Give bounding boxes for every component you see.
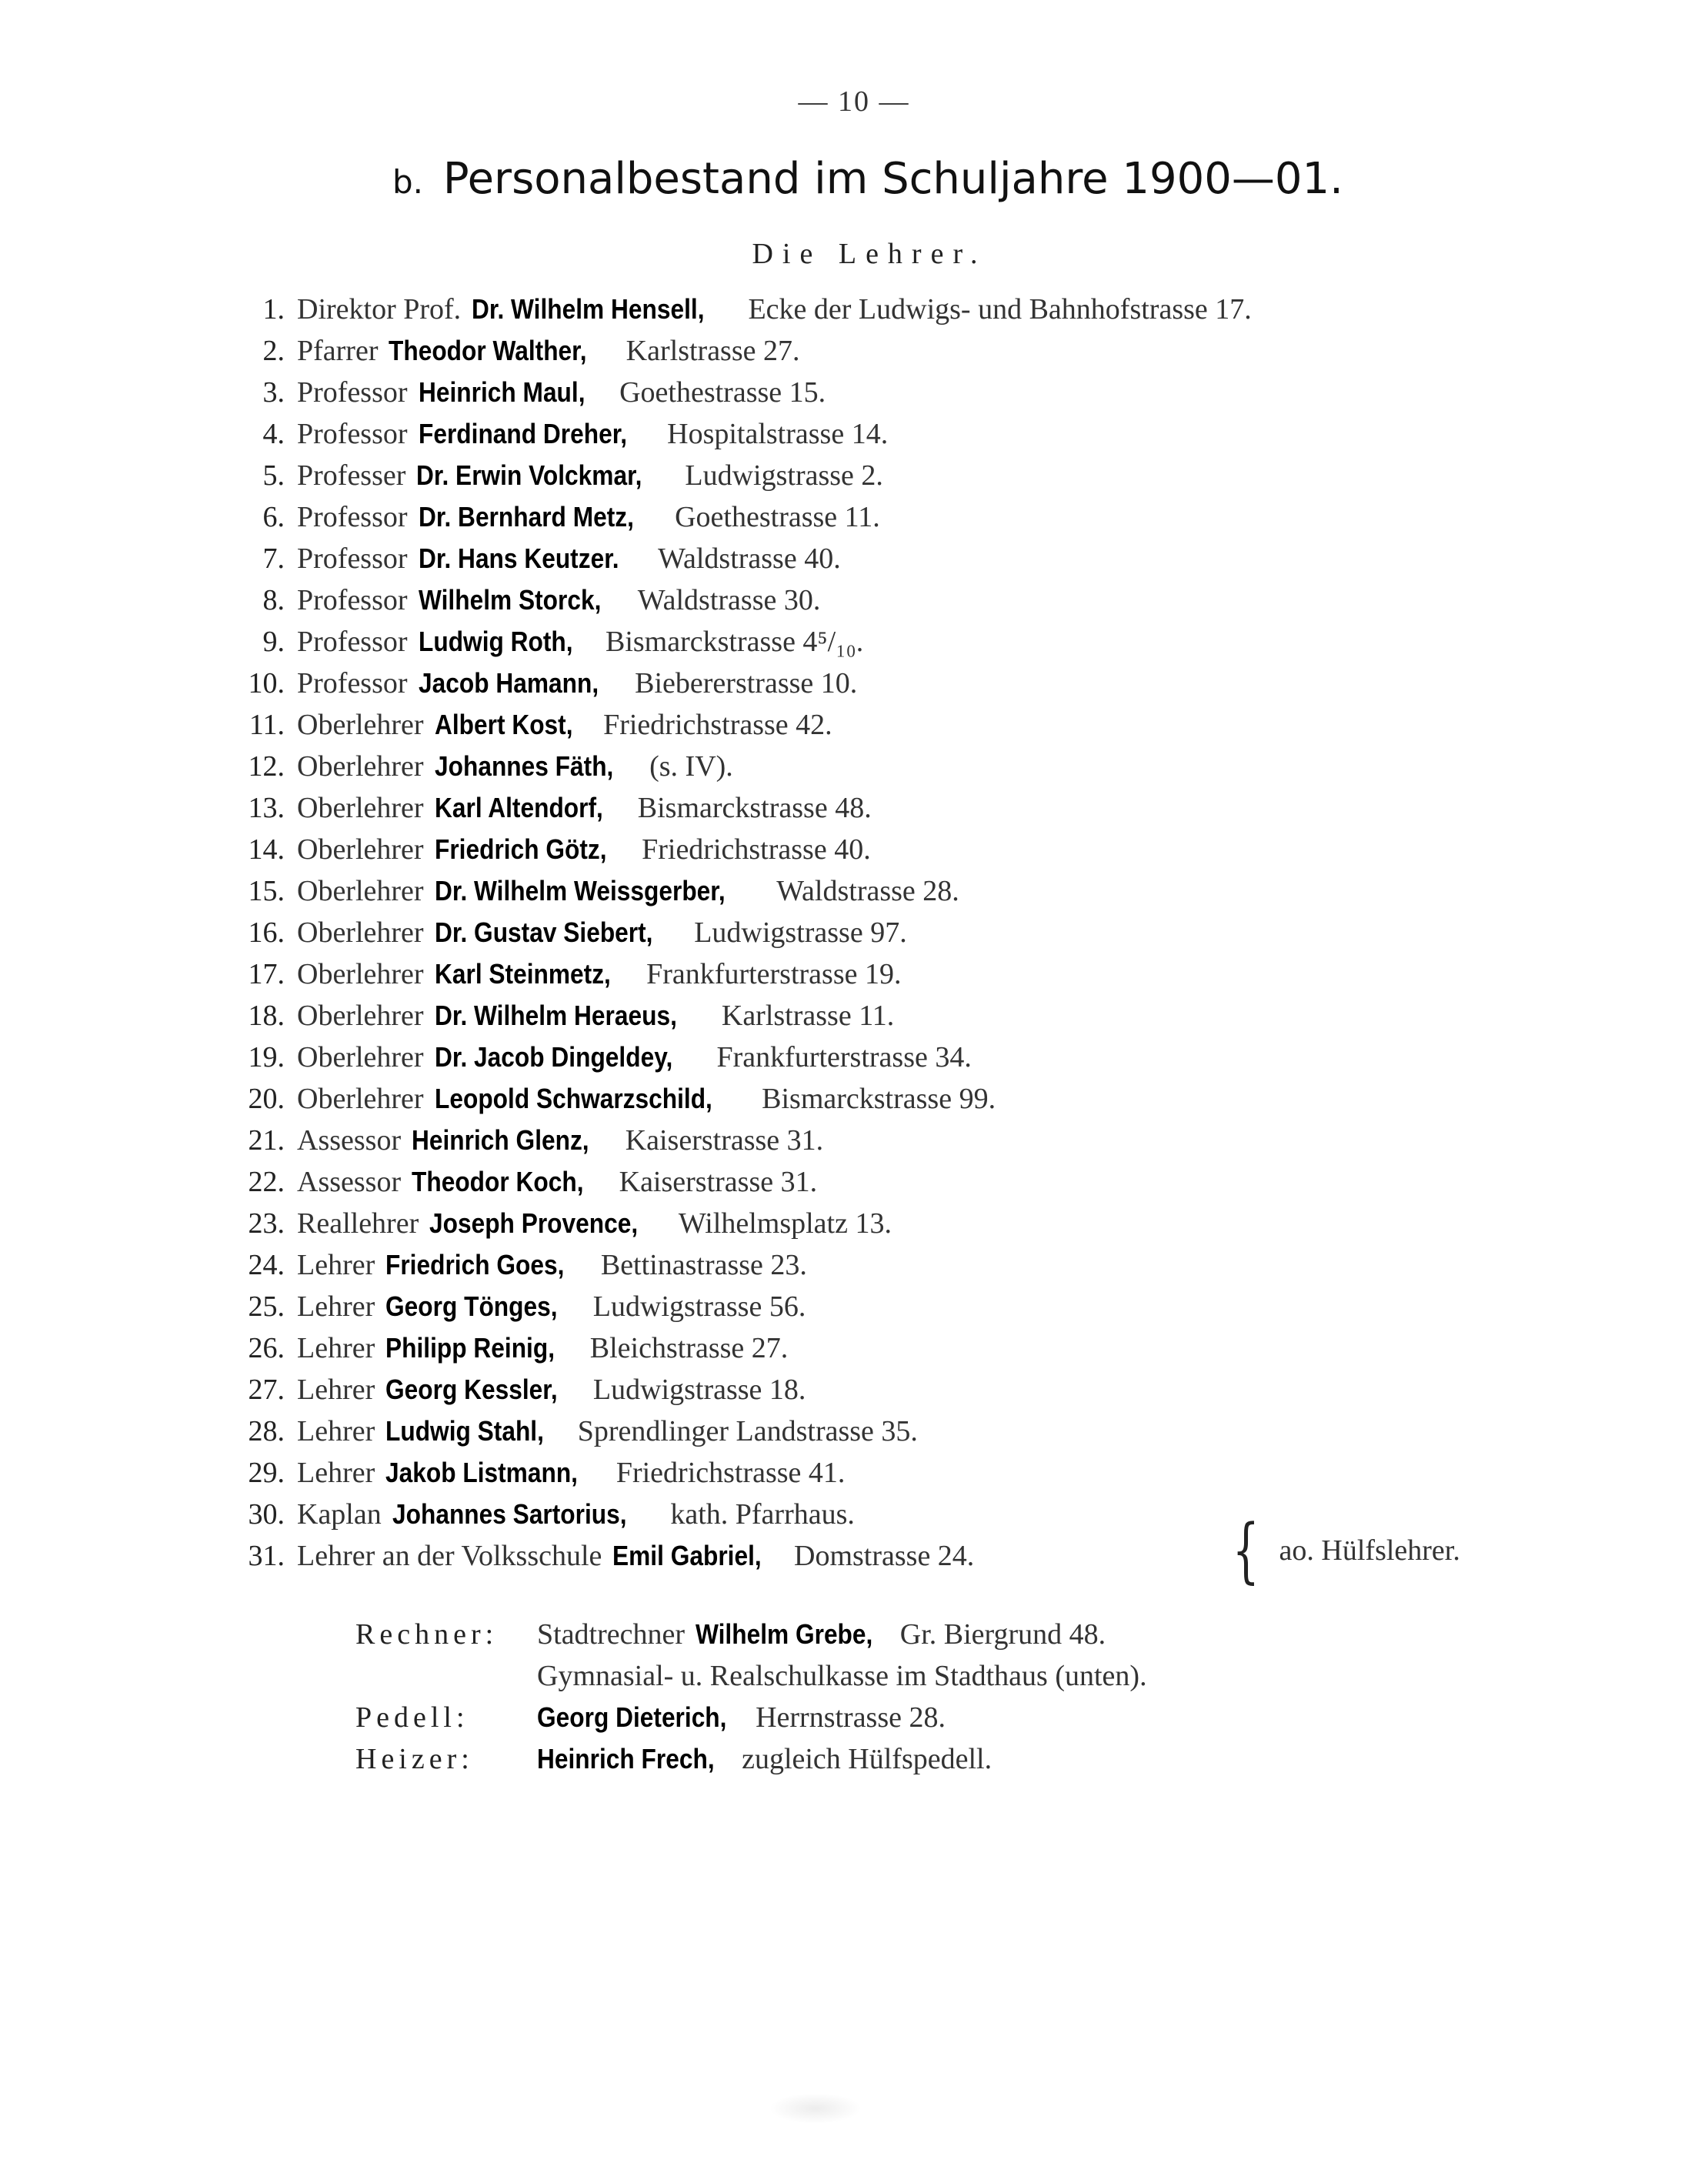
teacher-title: Kaplan [297, 1498, 382, 1531]
teacher-number: 20. [248, 1083, 285, 1115]
teacher-name: Philipp Reinig, [385, 1332, 555, 1364]
curly-brace-icon: { [1232, 1509, 1259, 1591]
teacher-address: Karlstrasse 27. [625, 335, 800, 367]
staff-role: Pedell: [355, 1701, 469, 1734]
teacher-address: Waldstrasse 40. [658, 542, 841, 575]
teacher-number: 27. [248, 1374, 285, 1406]
staff-row-pedell [355, 1697, 1147, 1738]
teacher-address: Friedrichstrasse 40. [642, 833, 871, 866]
subtitle: Die Lehrer. [752, 238, 987, 270]
teacher-row [231, 1161, 1252, 1203]
spacer [598, 1452, 605, 1494]
teacher-title: Professor [297, 376, 408, 409]
spacer [629, 953, 636, 995]
staff-name: Wilhelm Grebe, [696, 1618, 873, 1650]
teacher-address: Bismarckstrasse 4⁵/₁₀. [605, 626, 864, 658]
teacher-title: Oberlehrer [297, 958, 424, 990]
teacher-name: Ferdinand Dreher, [418, 418, 627, 449]
teacher-name: Johannes Fäth, [434, 750, 613, 782]
teacher-address: Bleichstrasse 27. [589, 1332, 789, 1364]
teacher-title: Assessor [297, 1166, 402, 1198]
spacer [608, 330, 615, 372]
spacer [575, 1369, 582, 1410]
teacher-row [231, 829, 1252, 870]
teacher-number: 18. [248, 1000, 285, 1032]
teacher-row [231, 746, 1252, 787]
teacher-address: Domstrasse 24. [794, 1540, 975, 1572]
teacher-address: Ludwigstrasse 2. [685, 459, 883, 492]
teacher-title: Oberlehrer [297, 875, 424, 907]
staff-role: Heizer: [355, 1743, 474, 1775]
teacher-row [231, 1410, 1252, 1452]
teacher-title: Oberlehrer [297, 833, 424, 866]
staff-name: Heinrich Frech, [537, 1743, 715, 1774]
teacher-name: Theodor Walther, [389, 335, 588, 366]
spacer [619, 787, 627, 829]
staff-desc: Stadtrechner [537, 1618, 686, 1651]
teacher-row [231, 1369, 1252, 1410]
teacher-title: Professor [297, 667, 408, 699]
teacher-row [231, 1120, 1252, 1161]
spacer [575, 1286, 582, 1327]
teacher-address: Kaiserstrasse 31. [619, 1166, 818, 1198]
teacher-address: Ecke der Ludwigs- und Bahnhofstrasse 17. [748, 293, 1252, 326]
spacer [667, 455, 675, 496]
teacher-address: Waldstrasse 28. [776, 875, 959, 907]
paper-smudge [769, 2093, 862, 2124]
teacher-row [231, 704, 1252, 746]
teacher-row [231, 1327, 1252, 1369]
teacher-name: Heinrich Glenz, [412, 1124, 589, 1156]
teacher-address: Karlstrasse 11. [721, 1000, 895, 1032]
staff-address: zugleich Hülfspedell. [742, 1743, 992, 1775]
teacher-number: 4. [262, 418, 285, 450]
teacher-title: Oberlehrer [297, 792, 424, 824]
staff-address: Herrnstrasse 28. [756, 1701, 946, 1734]
teacher-address: Bettinastrasse 23. [600, 1249, 807, 1281]
teacher-name: Friedrich Götz, [434, 833, 607, 865]
teacher-name: Dr. Wilhelm Hensell, [472, 293, 705, 325]
teacher-row [231, 995, 1252, 1037]
teacher-title: Professor [297, 584, 408, 616]
teacher-title: Direktor Prof. [297, 293, 462, 326]
teacher-name: Dr. Jacob Dingeldey, [434, 1041, 672, 1073]
staff-row-rechner [355, 1614, 1147, 1655]
teacher-row [231, 1286, 1252, 1327]
teacher-title: Oberlehrer [297, 1000, 424, 1032]
staff-address-line2: Gymnasial- u. Realschulkasse im Stadthaus (unten). [537, 1660, 1147, 1692]
teacher-address: Friedrichstrasse 42. [603, 709, 832, 741]
teacher-name: Georg Kessler, [385, 1374, 558, 1405]
spacer [582, 1244, 590, 1286]
teacher-number: 23. [248, 1207, 285, 1240]
spacer [703, 995, 711, 1037]
teacher-title: Oberlehrer [297, 916, 424, 949]
spacer [601, 1161, 609, 1203]
teacher-title: Professor [297, 501, 408, 533]
teacher-name: Ludwig Roth, [418, 626, 573, 657]
teacher-number: 14. [248, 833, 285, 866]
teacher-address: Friedrichstrasse 41. [615, 1457, 846, 1489]
teacher-name: Albert Kost, [434, 709, 573, 740]
teacher-name: Dr. Wilhelm Heraeus, [434, 1000, 677, 1031]
teacher-number: 24. [248, 1249, 285, 1281]
teacher-name: Emil Gabriel, [612, 1540, 762, 1571]
teacher-name: Karl Altendorf, [434, 792, 603, 823]
staff-row-heizer [355, 1738, 1147, 1780]
teacher-number: 30. [248, 1498, 285, 1531]
teacher-row [231, 1078, 1252, 1120]
teacher-name: Dr. Erwin Volckmar, [416, 459, 642, 491]
teacher-name: Theodor Koch, [412, 1166, 584, 1197]
teacher-title: Oberlehrer [297, 1083, 424, 1115]
teacher-name: Jacob Hamann, [418, 667, 599, 699]
spacer [587, 621, 595, 663]
teacher-address: Bismarckstrasse 48. [637, 792, 872, 824]
teacher-row [231, 870, 1252, 912]
teacher-address: Frankfurterstrasse 34. [716, 1041, 972, 1073]
teacher-title: Lehrer [297, 1374, 375, 1406]
teacher-name: Karl Steinmetz, [434, 958, 611, 990]
teacher-address: Frankfurterstrasse 19. [646, 958, 902, 990]
teacher-address: Hospitalstrasse 14. [667, 418, 889, 450]
teacher-name: Heinrich Maul, [418, 376, 585, 408]
staff-section [355, 1614, 1147, 1780]
teacher-name: Friedrich Goes, [385, 1249, 565, 1280]
teacher-name: Georg Tönges, [385, 1290, 558, 1322]
teacher-row [231, 1452, 1252, 1494]
teacher-number: 2. [262, 335, 285, 367]
spacer [744, 1078, 752, 1120]
teacher-title: Professer [297, 459, 406, 492]
teacher-number: 11. [249, 709, 285, 741]
teacher-row [231, 330, 1252, 372]
teacher-address: (s. IV). [649, 750, 733, 783]
teacher-address: Goethestrasse 15. [619, 376, 826, 409]
page-number: — 10 — [798, 85, 910, 118]
spacer [572, 1327, 579, 1369]
section-letter: b. [392, 163, 424, 201]
teacher-title: Lehrer an der Volksschule [297, 1540, 602, 1572]
teacher-number: 25. [248, 1290, 285, 1323]
spacer [699, 1037, 706, 1078]
teacher-address: Kaiserstrasse 31. [625, 1124, 824, 1157]
teacher-row [231, 538, 1252, 579]
spacer [585, 704, 593, 746]
teacher-row [231, 455, 1252, 496]
teacher-title: Oberlehrer [297, 709, 424, 741]
spacer [649, 413, 657, 455]
teacher-name: Dr. Bernhard Metz, [418, 501, 634, 532]
teacher-row [231, 912, 1252, 953]
page-title [392, 154, 1343, 204]
spacer [652, 1494, 660, 1535]
teacher-row [231, 1535, 1252, 1577]
teacher-row [231, 1037, 1252, 1078]
spacer [759, 870, 766, 912]
teacher-number: 10. [248, 667, 285, 699]
teacher-row [231, 496, 1252, 538]
teacher-title: Lehrer [297, 1332, 375, 1364]
teacher-number: 15. [248, 875, 285, 907]
teacher-title: Lehrer [297, 1415, 375, 1447]
teacher-number: 31. [248, 1540, 285, 1572]
teacher-title: Reallehrer [297, 1207, 419, 1240]
teacher-row [231, 1244, 1252, 1286]
teacher-name: Leopold Schwarzschild, [434, 1083, 712, 1114]
teacher-row [231, 579, 1252, 621]
teacher-row [231, 621, 1252, 663]
teacher-number: 6. [262, 501, 285, 533]
teacher-title: Oberlehrer [297, 750, 424, 783]
teacher-name: Ludwig Stahl, [385, 1415, 545, 1447]
teacher-title: Oberlehrer [297, 1041, 424, 1073]
teacher-number: 28. [248, 1415, 285, 1447]
teacher-title: Professor [297, 626, 408, 658]
teacher-name: Joseph Provence, [429, 1207, 639, 1239]
teacher-number: 22. [248, 1166, 285, 1198]
teacher-number: 5. [262, 459, 285, 492]
teacher-row [231, 1203, 1252, 1244]
teacher-number: 12. [248, 750, 285, 783]
teacher-number: 8. [262, 584, 285, 616]
teacher-title: Professor [297, 418, 408, 450]
teacher-number: 16. [248, 916, 285, 949]
teacher-address: Goethestrasse 11. [675, 501, 880, 533]
teacher-title: Professor [297, 542, 408, 575]
teacher-address: Ludwigstrasse 97. [694, 916, 907, 949]
spacer [676, 912, 684, 953]
teacher-number: 13. [248, 792, 285, 824]
teacher-list [231, 289, 1252, 1577]
teacher-number: 9. [262, 626, 285, 658]
teacher-address: Waldstrasse 30. [637, 584, 821, 616]
spacer [776, 1535, 784, 1577]
teacher-name: Jakob Listmann, [385, 1457, 579, 1488]
spacer [632, 746, 639, 787]
teacher-title: Lehrer [297, 1290, 375, 1323]
teacher-name: Dr. Gustav Siebert, [434, 916, 653, 948]
teacher-title: Lehrer [297, 1249, 375, 1281]
teacher-row [231, 372, 1252, 413]
teacher-number: 29. [248, 1457, 285, 1489]
staff-row-rechner-line2 [355, 1655, 1147, 1697]
teacher-name: Dr. Wilhelm Weissgerber, [434, 875, 726, 906]
teacher-address: Ludwigstrasse 18. [592, 1374, 806, 1406]
teacher-address: Bismarckstrasse 99. [762, 1083, 996, 1115]
teacher-title: Lehrer [297, 1457, 375, 1489]
spacer [617, 663, 625, 704]
teacher-number: 1. [262, 293, 285, 326]
spacer [657, 496, 665, 538]
teacher-name: Dr. Hans Keutzer. [418, 542, 619, 574]
spacer [559, 1410, 567, 1452]
spacer [660, 1203, 668, 1244]
teacher-row [231, 1494, 1252, 1535]
section-title: Personalbestand im Schuljahre 1900—01. [442, 154, 1343, 204]
bracket-note [1223, 1508, 1460, 1593]
spacer [730, 289, 738, 330]
teacher-address: Ludwigstrasse 56. [592, 1290, 806, 1323]
teacher-number: 3. [262, 376, 285, 409]
teacher-address: Wilhelmsplatz 13. [678, 1207, 892, 1240]
teacher-row [231, 787, 1252, 829]
teacher-row [231, 663, 1252, 704]
teacher-title: Assessor [297, 1124, 402, 1157]
teacher-name: Wilhelm Storck, [418, 584, 601, 616]
teacher-number: 19. [248, 1041, 285, 1073]
teacher-number: 7. [262, 542, 285, 575]
teacher-row [231, 413, 1252, 455]
teacher-title: Pfarrer [297, 335, 379, 367]
spacer [640, 538, 648, 579]
staff-address: Gr. Biergrund 48. [899, 1618, 1106, 1651]
spacer [602, 372, 609, 413]
teacher-number: 26. [248, 1332, 285, 1364]
teacher-number: 21. [248, 1124, 285, 1157]
spacer [624, 829, 632, 870]
teacher-address: Biebererstrasse 10. [635, 667, 858, 699]
spacer [619, 579, 627, 621]
staff-name: Georg Dieterich, [537, 1701, 727, 1733]
teacher-row [231, 289, 1252, 330]
teacher-name: Johannes Sartorius, [392, 1498, 627, 1530]
staff-role: Rechner: [355, 1618, 499, 1651]
teacher-number: 17. [248, 958, 285, 990]
teacher-address: Sprendlinger Landstrasse 35. [577, 1415, 918, 1447]
spacer [607, 1120, 615, 1161]
teacher-address: kath. Pfarrhaus. [670, 1498, 855, 1531]
teacher-row [231, 953, 1252, 995]
bracket-note-text: ao. Hülfslehrer. [1279, 1534, 1460, 1567]
